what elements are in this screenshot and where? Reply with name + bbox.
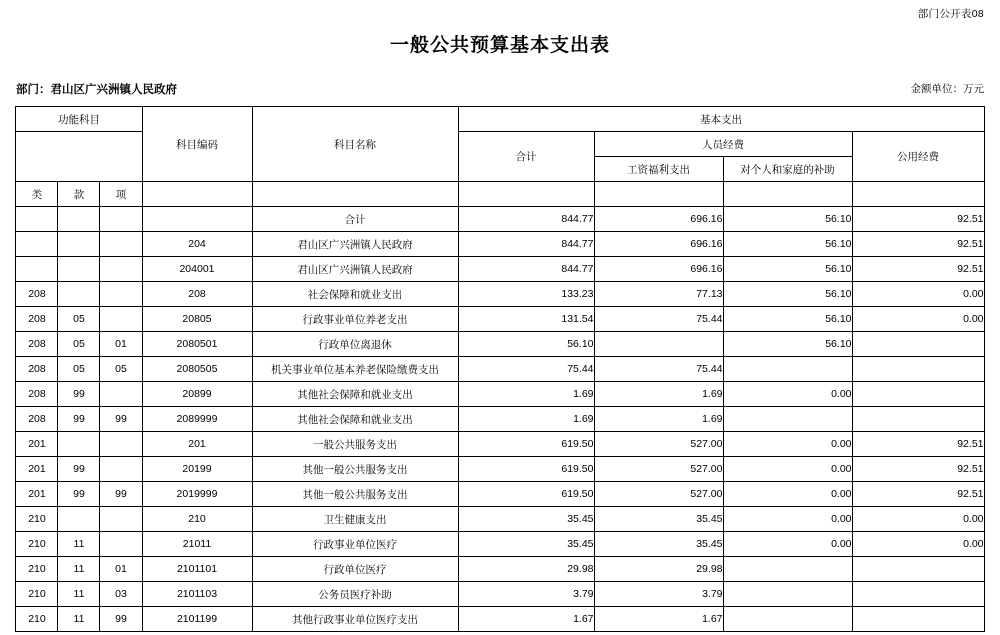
table-row xyxy=(16,457,984,482)
cell-total: 619.50 xyxy=(458,482,594,507)
cell-name: 社会保障和就业支出 xyxy=(252,282,458,307)
meta-row xyxy=(0,81,1000,97)
cell-name: 君山区广兴洲镇人民政府 xyxy=(252,232,458,257)
cell-section: 05 xyxy=(58,332,100,357)
cell-public-funds xyxy=(852,407,984,432)
cell-total: 35.45 xyxy=(458,532,594,557)
cell-name: 其他行政事业单位医疗支出 xyxy=(252,607,458,632)
cell-total: 75.44 xyxy=(458,357,594,382)
header-total: 合计 xyxy=(458,132,594,182)
table-row xyxy=(16,257,984,282)
table-row xyxy=(16,557,984,582)
cell-public-funds: 0.00 xyxy=(852,307,984,332)
cell-section xyxy=(58,257,100,282)
department-name: 君山区广兴洲镇人民政府 xyxy=(50,84,177,96)
cell-salary-welfare: 527.00 xyxy=(594,457,723,482)
cell-section: 05 xyxy=(58,357,100,382)
cell-item xyxy=(100,457,142,482)
cell-public-funds xyxy=(852,582,984,607)
cell-code: 210 xyxy=(142,507,252,532)
cell-category: 210 xyxy=(16,507,58,532)
page-title: 一般公共预算基本支出表 xyxy=(389,35,610,56)
cell-item: 05 xyxy=(100,357,142,382)
cell-family-subsidy: 56.10 xyxy=(723,257,852,282)
cell-category: 208 xyxy=(16,332,58,357)
cell-item xyxy=(100,207,142,232)
cell-item xyxy=(100,257,142,282)
cell-section xyxy=(58,232,100,257)
cell-family-subsidy: 0.00 xyxy=(723,482,852,507)
cell-item xyxy=(100,432,142,457)
cell-total: 1.69 xyxy=(458,382,594,407)
table-row xyxy=(16,432,984,457)
header-public-funds: 公用经费 xyxy=(852,132,984,182)
cell-item: 03 xyxy=(100,582,142,607)
cell-public-funds xyxy=(852,607,984,632)
cell-salary-welfare: 1.69 xyxy=(594,382,723,407)
cell-item: 99 xyxy=(100,607,142,632)
cell-public-funds: 92.51 xyxy=(852,207,984,232)
cell-total: 619.50 xyxy=(458,457,594,482)
cell-category: 201 xyxy=(16,482,58,507)
cell-salary-welfare: 1.67 xyxy=(594,607,723,632)
header-function-subject: 功能科目 xyxy=(16,107,142,132)
table-row xyxy=(16,607,984,632)
cell-code: 2101101 xyxy=(142,557,252,582)
header-salary-spacer xyxy=(594,182,723,207)
header-code: 科目编码 xyxy=(142,107,252,182)
cell-salary-welfare: 696.16 xyxy=(594,257,723,282)
cell-item xyxy=(100,507,142,532)
cell-salary-welfare: 35.45 xyxy=(594,507,723,532)
cell-salary-welfare: 29.98 xyxy=(594,557,723,582)
cell-total: 131.54 xyxy=(458,307,594,332)
cell-public-funds xyxy=(852,332,984,357)
cell-total: 844.77 xyxy=(458,257,594,282)
cell-name: 行政单位离退休 xyxy=(252,332,458,357)
cell-total: 3.79 xyxy=(458,582,594,607)
cell-name: 行政单位医疗 xyxy=(252,557,458,582)
table-row xyxy=(16,582,984,607)
cell-item xyxy=(100,382,142,407)
cell-family-subsidy: 0.00 xyxy=(723,432,852,457)
cell-category xyxy=(16,207,58,232)
cell-name: 合计 xyxy=(252,207,458,232)
cell-total: 619.50 xyxy=(458,432,594,457)
header-level-category: 类 xyxy=(16,182,58,207)
header-name-spacer xyxy=(252,182,458,207)
cell-family-subsidy xyxy=(723,582,852,607)
cell-total: 56.10 xyxy=(458,332,594,357)
cell-code: 2101103 xyxy=(142,582,252,607)
header-family-spacer xyxy=(723,182,852,207)
cell-section: 99 xyxy=(58,407,100,432)
cell-salary-welfare: 35.45 xyxy=(594,532,723,557)
header-level-item: 项 xyxy=(100,182,142,207)
cell-item xyxy=(100,232,142,257)
cell-total: 1.67 xyxy=(458,607,594,632)
cell-family-subsidy: 0.00 xyxy=(723,507,852,532)
department-line xyxy=(16,81,177,97)
cell-name: 行政事业单位养老支出 xyxy=(252,307,458,332)
cell-name: 其他社会保障和就业支出 xyxy=(252,382,458,407)
table-row xyxy=(16,282,984,307)
cell-code xyxy=(142,207,252,232)
cell-category: 210 xyxy=(16,532,58,557)
cell-category: 208 xyxy=(16,407,58,432)
table-row xyxy=(16,407,984,432)
cell-category: 208 xyxy=(16,282,58,307)
cell-item: 01 xyxy=(100,557,142,582)
cell-salary-welfare: 527.00 xyxy=(594,482,723,507)
cell-section: 11 xyxy=(58,607,100,632)
cell-name: 行政事业单位医疗 xyxy=(252,532,458,557)
header-basic-expenditure: 基本支出 xyxy=(458,107,984,132)
cell-salary-welfare: 696.16 xyxy=(594,207,723,232)
cell-family-subsidy xyxy=(723,557,852,582)
cell-section: 99 xyxy=(58,457,100,482)
header-code-spacer xyxy=(142,182,252,207)
cell-item xyxy=(100,532,142,557)
cell-item xyxy=(100,282,142,307)
cell-family-subsidy xyxy=(723,357,852,382)
table-header xyxy=(16,107,984,207)
cell-salary-welfare: 1.69 xyxy=(594,407,723,432)
table-row xyxy=(16,532,984,557)
cell-total: 133.23 xyxy=(458,282,594,307)
cell-name: 卫生健康支出 xyxy=(252,507,458,532)
cell-item: 99 xyxy=(100,482,142,507)
cell-code: 2101199 xyxy=(142,607,252,632)
cell-code: 208 xyxy=(142,282,252,307)
cell-salary-welfare: 77.13 xyxy=(594,282,723,307)
cell-category: 210 xyxy=(16,607,58,632)
cell-family-subsidy: 56.10 xyxy=(723,332,852,357)
cell-salary-welfare: 696.16 xyxy=(594,232,723,257)
cell-family-subsidy xyxy=(723,607,852,632)
cell-name: 公务员医疗补助 xyxy=(252,582,458,607)
department-label: 部门： xyxy=(16,84,51,96)
cell-code: 20805 xyxy=(142,307,252,332)
cell-section: 11 xyxy=(58,532,100,557)
cell-section xyxy=(58,432,100,457)
cell-total: 844.77 xyxy=(458,232,594,257)
cell-section: 99 xyxy=(58,382,100,407)
cell-public-funds: 0.00 xyxy=(852,532,984,557)
cell-section: 05 xyxy=(58,307,100,332)
table-row xyxy=(16,207,984,232)
cell-family-subsidy: 0.00 xyxy=(723,532,852,557)
cell-name: 一般公共服务支出 xyxy=(252,432,458,457)
cell-code: 204 xyxy=(142,232,252,257)
cell-salary-welfare xyxy=(594,332,723,357)
cell-name: 其他一般公共服务支出 xyxy=(252,482,458,507)
cell-public-funds: 0.00 xyxy=(852,507,984,532)
table-row xyxy=(16,382,984,407)
table-body xyxy=(16,207,984,632)
cell-code: 20199 xyxy=(142,457,252,482)
table-row xyxy=(16,357,984,382)
cell-public-funds: 92.51 xyxy=(852,257,984,282)
cell-category: 201 xyxy=(16,457,58,482)
cell-section: 11 xyxy=(58,557,100,582)
table-row xyxy=(16,307,984,332)
cell-section: 11 xyxy=(58,582,100,607)
cell-item: 01 xyxy=(100,332,142,357)
cell-total: 1.69 xyxy=(458,407,594,432)
cell-category: 201 xyxy=(16,432,58,457)
cell-item xyxy=(100,307,142,332)
header-personnel-funds: 人员经费 xyxy=(594,132,852,157)
cell-salary-welfare: 75.44 xyxy=(594,357,723,382)
header-family-subsidy: 对个人和家庭的补助 xyxy=(723,157,852,182)
cell-family-subsidy: 56.10 xyxy=(723,232,852,257)
cell-family-subsidy: 56.10 xyxy=(723,307,852,332)
header-level-section: 款 xyxy=(58,182,100,207)
header-salary-welfare: 工资福利支出 xyxy=(594,157,723,182)
cell-category: 208 xyxy=(16,357,58,382)
cell-code: 201 xyxy=(142,432,252,457)
cell-family-subsidy: 0.00 xyxy=(723,382,852,407)
header-total-spacer xyxy=(458,182,594,207)
cell-family-subsidy: 56.10 xyxy=(723,207,852,232)
cell-public-funds: 92.51 xyxy=(852,232,984,257)
cell-public-funds: 92.51 xyxy=(852,457,984,482)
cell-family-subsidy: 56.10 xyxy=(723,282,852,307)
budget-table xyxy=(15,106,984,632)
cell-public-funds: 0.00 xyxy=(852,282,984,307)
cell-category: 208 xyxy=(16,382,58,407)
cell-total: 844.77 xyxy=(458,207,594,232)
cell-section xyxy=(58,207,100,232)
cell-category: 208 xyxy=(16,307,58,332)
cell-public-funds xyxy=(852,382,984,407)
cell-salary-welfare: 75.44 xyxy=(594,307,723,332)
table-row xyxy=(16,332,984,357)
header-public-spacer xyxy=(852,182,984,207)
table-row xyxy=(16,507,984,532)
cell-public-funds: 92.51 xyxy=(852,482,984,507)
cell-name: 君山区广兴洲镇人民政府 xyxy=(252,257,458,282)
cell-code: 2080505 xyxy=(142,357,252,382)
cell-total: 29.98 xyxy=(458,557,594,582)
header-name: 科目名称 xyxy=(252,107,458,182)
header-spacer xyxy=(16,132,142,182)
cell-section xyxy=(58,282,100,307)
cell-family-subsidy xyxy=(723,407,852,432)
cell-total: 35.45 xyxy=(458,507,594,532)
cell-section: 99 xyxy=(58,482,100,507)
cell-salary-welfare: 3.79 xyxy=(594,582,723,607)
cell-code: 2019999 xyxy=(142,482,252,507)
cell-family-subsidy: 0.00 xyxy=(723,457,852,482)
cell-code: 2089999 xyxy=(142,407,252,432)
table-row xyxy=(16,232,984,257)
cell-code: 204001 xyxy=(142,257,252,282)
cell-code: 21011 xyxy=(142,532,252,557)
form-code: 部门公开表08 xyxy=(917,8,984,20)
unit-note: 金额单位：万元 xyxy=(910,83,984,95)
table-row xyxy=(16,482,984,507)
cell-code: 2080501 xyxy=(142,332,252,357)
cell-category xyxy=(16,257,58,282)
cell-name: 其他一般公共服务支出 xyxy=(252,457,458,482)
cell-public-funds xyxy=(852,357,984,382)
cell-name: 其他社会保障和就业支出 xyxy=(252,407,458,432)
cell-section xyxy=(58,507,100,532)
cell-item: 99 xyxy=(100,407,142,432)
cell-category: 210 xyxy=(16,582,58,607)
cell-category: 210 xyxy=(16,557,58,582)
cell-public-funds xyxy=(852,557,984,582)
cell-salary-welfare: 527.00 xyxy=(594,432,723,457)
cell-code: 20899 xyxy=(142,382,252,407)
cell-name: 机关事业单位基本养老保险缴费支出 xyxy=(252,357,458,382)
cell-category xyxy=(16,232,58,257)
cell-public-funds: 92.51 xyxy=(852,432,984,457)
